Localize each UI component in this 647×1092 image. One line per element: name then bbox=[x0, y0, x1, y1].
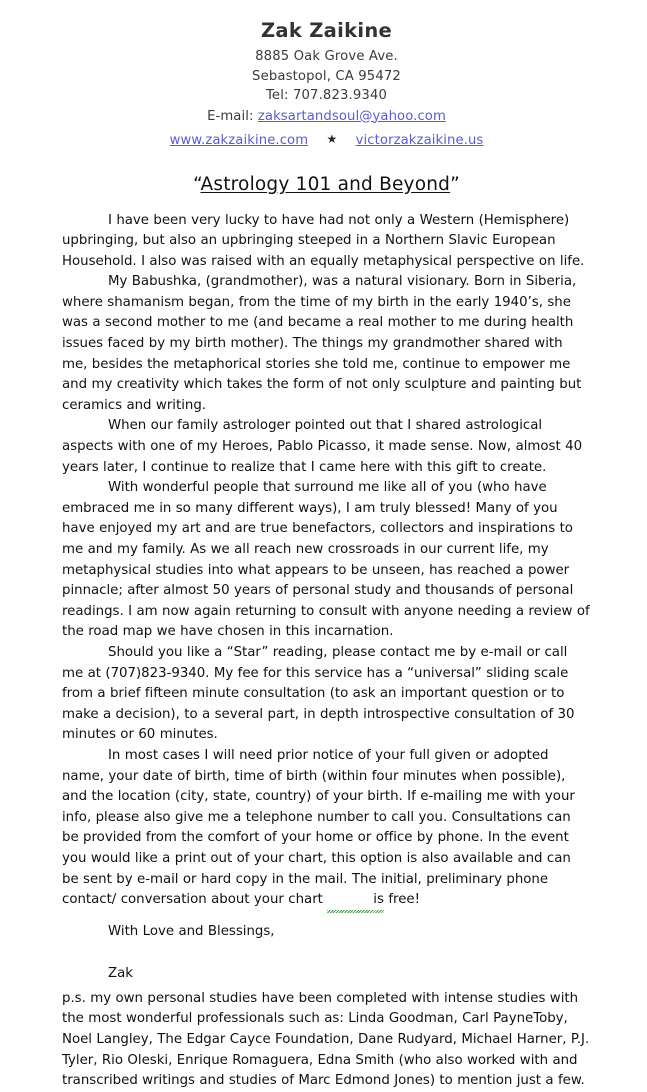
spellcheck-misspelled-word: is bbox=[327, 890, 384, 911]
paragraph-2: My Babushka, (grandmother), was a natural visionary. Born in Siberia, where shamanism began, from the time of my birth in the early 1940’s, she was a second mother to me (and became a real mother to me during health issues faced by my birth mother). The things my grandmother shared with me, besides the metaphorical stories she told me, continue to empower me and my creativity which takes the form of not only sculpture and painting but ceramics and writing. bbox=[62, 274, 582, 413]
paragraph-6-tail: free! bbox=[383, 892, 420, 908]
letterhead bbox=[62, 18, 591, 152]
phone-number: Tel: 707.823.9340 bbox=[265, 88, 388, 103]
website-row bbox=[62, 128, 591, 152]
email-link[interactable]: zaksartandsoul@yahoo.com bbox=[257, 108, 446, 124]
star-icon: ★ bbox=[326, 131, 338, 146]
postscript: p.s. my own personal studies have been completed with intense studies with the most wonderful professionals such as: Linda Goodman, Carl PayneToby, Noel Langley, The Edgar Cayce Foundation, Dane Rudyard, Michael Harner, P.J. Tyler, Rio Oleski, Enrique Romaguera, Edna Smith (who also worked with and transcribed writings and studies of Marc Edmond Jones) to mention just a few. bbox=[62, 990, 590, 1089]
email-label: E-mail: bbox=[207, 108, 254, 124]
city-state-zip: Sebastopol, CA 95472 bbox=[252, 68, 401, 84]
title-open-quote: “ bbox=[193, 173, 201, 195]
paragraph-3: When our family astrologer pointed out that I shared astrological aspects with one of my Heroes, Pablo Picasso, it made sense. Now, almost 40 years later, I continue to realize that I came here with this gift to create. bbox=[62, 418, 583, 475]
page-title bbox=[62, 174, 591, 195]
website-secondary-link[interactable]: victorzakzaikine.us bbox=[355, 132, 484, 148]
letter-body bbox=[62, 211, 591, 1092]
closing-salutation: With Love and Blessings, bbox=[108, 923, 275, 939]
title-text: Astrology 101 and Beyond bbox=[200, 173, 451, 195]
paragraph-6 bbox=[62, 746, 591, 911]
signature-name: Zak bbox=[108, 966, 133, 982]
email-row bbox=[62, 106, 591, 127]
paragraph-4: With wonderful people that surround me like all of you (who have embraced me in so many different ways), I am truly blessed! Many of you have enjoyed my art and are true benefactors, collectors and inspirations to me and my family. As we all reach new crossroads in our current life, my metaphysical studies into what appears to be unseen, has reached a power pinnacle; after almost 50 years of personal study and thousands of personal readings. I am now again returning to consult with anyone needing a review of the road map we have chosen in this incarnation. bbox=[62, 480, 590, 640]
author-name: Zak Zaikine bbox=[260, 19, 393, 42]
paragraph-6-text: In most cases I will need prior notice of your full given or adopted name, your date of birth, time of birth (within four minutes when possible), and the location (city, state, country) of your birth. If e-mailing me with your info, please also give me a telephone number to call you. Consultations can be provided from the comfort of your home or office by phone. In the event you would like a print out of your chart, this option is also available and can be sent by e-mail or hard copy in the mail. The initial, preliminary phone contact/ conversation about your chart bbox=[62, 747, 575, 908]
street-address: 8885 Oak Grove Ave. bbox=[255, 49, 398, 64]
paragraph-1: I have been very lucky to have had not only a Western (Hemisphere) upbringing, but also an upbringing steeped in a Northern Slavic European Household. I also was raised with an equally metaphysical perspective on life. bbox=[62, 212, 585, 269]
website-primary-link[interactable]: www.zakzaikine.com bbox=[169, 132, 309, 148]
paragraph-5: Should you like a “Star” reading, please contact me by e-mail or call me at (707)823-9340. My fee for this service has a “universal” sliding scale from a brief fifteen minute consultation (to ask an important question or to make a decision), to a several part, in depth introspective consultation of 30 minutes or 60 minutes. bbox=[62, 644, 575, 743]
title-close-quote: ” bbox=[450, 173, 460, 195]
